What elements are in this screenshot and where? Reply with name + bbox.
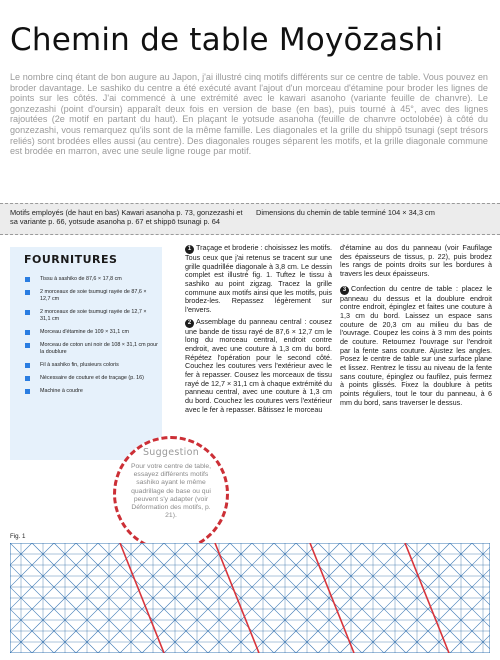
step-2-continued: d'étamine au dos du panneau (voir Faufilage des épaisseurs de tissus, p. 22), puis brodez les rangs de points droits sur les bordures à travers les deux épaisseurs. — [340, 243, 492, 278]
finished-dimensions: Dimensions du chemin de table terminé 104 × 34,3 cm — [256, 208, 435, 217]
step-3-text: Confection du centre de table : placez le panneau du dessus et la doublure endroit contre endroit, épinglez et faites une couture à 1,3 cm du bord. Laissez un espace sans couture de 20,3 cm au milieu du bas de l'ouvrage. Coupez les coins à 3 mm des points de couture. Retournez l'ouvrage sur l'endroit par la fente sans couture. Ajustez les angles. Posez le centre de table sur une surface plane et lissez. Rentrez le tissu au niveau de la fente sans couture, épinglez ou faufilez, puis fermez à points glissés. Fixez la doublure à petits points réguliers, tout le tour du panneau, à 6 mm du bord, sans traverser le dessus. — [340, 283, 492, 407]
sashiko-pattern-figure — [10, 543, 490, 653]
step-2 — [185, 318, 332, 415]
step-number-2: 2 — [185, 319, 194, 328]
supply-item: Machine à coudre — [10, 388, 162, 395]
figure-label: Fig. 1 — [10, 533, 26, 540]
supply-item: 2 morceaux de soie tsumugi rayée de 12,7 × 31,1 cm — [10, 309, 162, 323]
supply-item: 2 morceaux de soie tsumugi rayée de 87,6 × 12,7 cm — [10, 289, 162, 303]
info-bar — [0, 203, 500, 235]
intro-text: Le nombre cinq étant de bon augure au Japon, j'ai illustré cinq motifs différents sur ce centre de table. Vous pouvez en broder davantage. Le sashiko du centre a été exécuté avant l'ajout d'un morceau d'étamine pour broder les lignes de points sur les côtés. J'ai commencé à une extrémité avec le kawari asanoho (variante feuille de chanvre). Le gonzezashi (point d'oursin) apparaît deux fois en version de base (en bas), puis tourné à 45°, avec des lignes rajoutées (2e motif en partant du haut). En plaçant le yotsude asanoha (feuille de chanvre octolobée) à côté du gonzezashi, vous remarquez qu'ils sont de la même famille. Les diagonales et la grille du shippō tsunagi (sept trésors reliés) sont brodées elles aussi (au centre). Des diagonales rouges séparent les motifs, et la grille diagonale commune est brodée en marron, avec une seule ligne rouge par motif. — [10, 72, 488, 157]
intro-paragraph — [10, 72, 488, 157]
step-2-text: Assemblage du panneau central : cousez une bande de tissu rayé de 87,6 × 12,7 cm le long du morceau central, endroit contre endroit, avec une couture à 1,3 cm du bord. Répétez l'opération pour le second côté. Couchez les coutures vers l'extérieur avec le fer à repasser. Cousez les morceaux de tissu rayé de 12,7 × 31,1 cm à chaque extrémité du panneau central, avec une couture à 1,3 cm du bord. Couchez les coutures vers l'extérieur avec le fer à repasser. Bâtissez le morceau — [185, 316, 332, 414]
motifs-used: Motifs employés (de haut en bas) Kawari asanoha p. 73, gonzezashi et sa variante p. 66, yotsude asanoha p. 67 et shippō tsunagi p. 64 — [10, 208, 243, 226]
suggestion-title: Suggestion — [142, 447, 200, 458]
supplies-box — [10, 247, 162, 460]
step-1 — [185, 244, 332, 315]
step-3 — [340, 285, 492, 408]
step-1-text: Traçage et broderie : choisissez les motifs. Tous ceux que j'ai retenus se tracent sur une grille quadrillée diagonale à 3,8 cm. Le dessin complet est illustré fig. 1. Tuftez le tissu à sashiko au point zigzag. Tracez la grille commune aux motifs ainsi que les motifs, puis brodez-les. Repassez légèrement sur l'envers. — [185, 243, 332, 314]
supply-item: Morceau de coton uni noir de 108 × 31,1 cm pour la doublure — [10, 342, 162, 356]
suggestion-circle — [113, 436, 229, 552]
suggestion-text: Pour votre centre de table, essayez différents motifs sashiko ayant le même quadrillage de base ou qui peuvent s'y adapter (voir Déformation des motifs, p. 21). — [130, 463, 212, 520]
instructions-column-right — [340, 244, 492, 409]
page-title: Chemin de table Moyōzashi — [10, 22, 444, 58]
supplies-title: FOURNITURES — [24, 253, 118, 266]
step-number-3: 3 — [340, 286, 349, 295]
supplies-list — [10, 276, 162, 401]
step-number-1: 1 — [185, 245, 194, 254]
supply-item: Fil à sashiko fin, plusieurs coloris — [10, 362, 162, 369]
instructions-column-middle — [185, 244, 332, 416]
supply-item: Nécessaire de couture et de traçage (p. 16) — [10, 375, 162, 382]
supply-item: Tissu à sashiko de 87,6 × 17,8 cm — [10, 276, 162, 283]
supply-item: Morceau d'étamine de 109 × 31,1 cm — [10, 329, 162, 336]
